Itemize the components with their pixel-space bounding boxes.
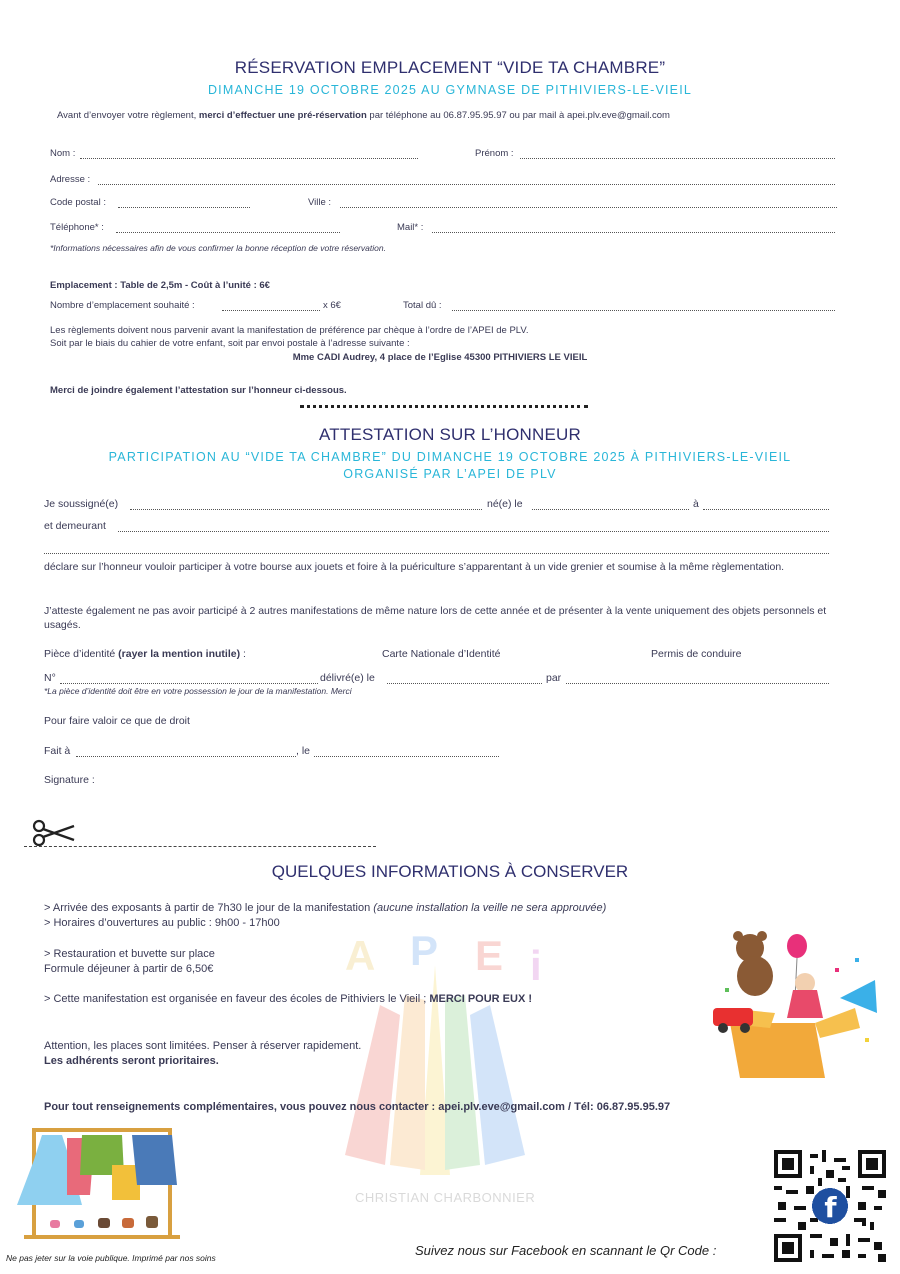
intro-contact-text: par téléphone au 06.87.95.95.97 ou par mail à apei.plv.eve@gmail.com xyxy=(369,110,670,121)
arrivee-text: > Arrivée des exposants à partir de 7h30 le jour de la manifestation xyxy=(44,902,371,914)
valoir-text: Pour faire valoir ce que de droit xyxy=(44,715,190,727)
footer-facebook-cta: Suivez nous sur Facebook en scannant le Qr Code : xyxy=(415,1243,717,1258)
total-label: Total dû : xyxy=(403,300,442,311)
le-label: , le xyxy=(296,745,311,757)
adherents-line: Les adhérents seront prioritaires. xyxy=(44,1055,219,1067)
mail-label: Mail* : xyxy=(397,222,424,233)
adresse-label: Adresse : xyxy=(50,174,91,185)
clothes-rack-illustration xyxy=(12,1120,182,1245)
piece-note: *La pièce d’identité doit être en votre possession le jour de la manifestation. Merci xyxy=(44,686,352,696)
nom-label: Nom : xyxy=(50,148,76,159)
payment-line-1: Les règlements doivent nous parvenir avant la manifestation de préférence par chèque à l’ordre de l’APEI de PLV. xyxy=(50,325,529,336)
svg-text:f: f xyxy=(824,1191,837,1225)
permis-option[interactable]: Permis de conduire xyxy=(651,648,742,660)
delivre-field[interactable] xyxy=(387,683,542,684)
payment-line-2: Soit par le biais du cahier de votre enfant, soit par envoi postale à l’adresse suivante : xyxy=(50,338,410,349)
merci-text: MERCI POUR EUX ! xyxy=(429,993,533,1005)
cni-option[interactable]: Carte Nationale d’Identité xyxy=(382,648,501,660)
join-note: Merci de joindre également l’attestation sur l’honneur ci-dessous. xyxy=(50,385,347,396)
arrivee-ital-text: (aucune installation la veille ne sera approuvée) xyxy=(373,902,607,914)
code-postal-label: Code postal : xyxy=(50,197,106,208)
total-field[interactable] xyxy=(452,310,835,311)
organisee-text: > Cette manifestation est organisée en faveur des écoles de Pithiviers le Vieil ; xyxy=(44,993,427,1005)
attention-line: Attention, les places sont limitées. Penser à réserver rapidement. xyxy=(44,1040,362,1052)
footer-left-note: Ne pas jeter sur la voie publique. Imprimé par nos soins xyxy=(6,1253,216,1263)
arrivee-line xyxy=(44,902,606,914)
fait-a-label: Fait à xyxy=(44,745,71,757)
attestation-title: ATTESTATION SUR L’HONNEUR xyxy=(319,425,581,444)
declare-text: déclare sur l’honneur vouloir participer à votre bourse aux jouets et foire à la puériculture s’apparentant à un vide grenier et soumise à la même règlementation. xyxy=(44,561,785,573)
svg-text:i: i xyxy=(530,942,542,989)
par-label: par xyxy=(546,672,562,684)
organisee-line xyxy=(44,993,532,1005)
qr-code[interactable] xyxy=(774,1150,886,1262)
intro-text: Avant d’envoyer votre règlement, xyxy=(57,110,197,121)
ne-le-label: né(e) le xyxy=(487,498,523,510)
fait-a-field[interactable] xyxy=(76,756,296,757)
toys-illustration xyxy=(705,928,885,1078)
prenom-label: Prénom : xyxy=(475,148,514,159)
piece-bold: (rayer la mention inutile) xyxy=(118,648,241,660)
lieu-naissance-field[interactable] xyxy=(703,509,829,510)
numero-field[interactable] xyxy=(60,683,318,684)
numero-label: N° xyxy=(44,672,56,684)
infos-title: QUELQUES INFORMATIONS À CONSERVER xyxy=(271,862,629,881)
par-field[interactable] xyxy=(566,683,829,684)
horaires-line: > Horaires d’ouvertures au public : 9h00 - 17h00 xyxy=(44,917,280,929)
ville-label: Ville : xyxy=(308,197,332,208)
reservation-title: RÉSERVATION EMPLACEMENT “VIDE TA CHAMBRE” xyxy=(234,58,666,77)
nombre-field[interactable] xyxy=(222,310,320,311)
info-note: *Informations nécessaires afin de vous confirmer la bonne réception de votre réservation. xyxy=(50,243,386,253)
attestation-subtitle-1: PARTICIPATION AU “VIDE TA CHAMBRE” DU DIMANCHE 19 OCTOBRE 2025 À PITHIVIERS-LE-VIEIL xyxy=(108,450,792,464)
telephone-field[interactable] xyxy=(116,232,340,233)
emplacement-label: Emplacement : Table de 2,5m - Coût à l’unité : 6€ xyxy=(50,280,270,291)
apei-watermark-logo xyxy=(285,925,585,1215)
nom-field[interactable] xyxy=(80,158,418,159)
reservation-subtitle: DIMANCHE 19 OCTOBRE 2025 AU GYMNASE DE PITHIVIERS-LE-VIEIL xyxy=(207,83,693,97)
adresse-field[interactable] xyxy=(98,184,835,185)
piece-colon: : xyxy=(243,648,246,660)
scissors-icon xyxy=(30,818,78,853)
demeurant-field[interactable] xyxy=(118,531,829,532)
payment-address: Mme CADI Audrey, 4 place de l’Eglise 45300 PITHIVIERS LE VIEIL xyxy=(292,352,588,363)
date-field[interactable] xyxy=(314,756,499,757)
soussigne-label: Je soussigné(e) xyxy=(44,498,119,510)
attestation-subtitle-2: ORGANISÉ PAR L’APEI DE PLV xyxy=(343,467,557,481)
reservation-intro xyxy=(57,110,857,121)
a-label: à xyxy=(693,498,699,510)
cut-line xyxy=(24,846,376,847)
piece-identite xyxy=(44,648,246,660)
nombre-suffix: x 6€ xyxy=(323,300,341,311)
delivre-label: délivré(e) le xyxy=(320,672,375,684)
signature-label: Signature : xyxy=(44,774,95,786)
prenom-field[interactable] xyxy=(520,158,835,159)
watermark-letter-a: A xyxy=(345,932,376,979)
ne-le-field[interactable] xyxy=(532,509,689,510)
nombre-label: Nombre d’emplacement souhaité : xyxy=(50,300,195,311)
restauration-line: > Restauration et buvette sur place xyxy=(44,948,215,960)
formule-line: Formule déjeuner à partir de 6,50€ xyxy=(44,963,214,975)
soussigne-field[interactable] xyxy=(130,509,482,510)
demeurant-label: et demeurant xyxy=(44,520,106,532)
contact-line: Pour tout renseignements complémentaires, vous pouvez nous contacter : apei.plv.eve@gmail.com / Tél: 06.87.95.95.97 xyxy=(44,1101,671,1113)
telephone-label: Téléphone* : xyxy=(50,222,104,233)
mail-field[interactable] xyxy=(432,232,835,233)
watermark-signature: CHRISTIAN CHARBONNIER xyxy=(355,1190,536,1205)
ville-field[interactable] xyxy=(340,207,837,208)
demeurant-field-2[interactable] xyxy=(44,553,829,554)
intro-bold-text: merci d’effectuer une pré-réservation xyxy=(198,110,367,121)
piece-label: Pièce d’identité xyxy=(44,648,116,660)
svg-text:P: P xyxy=(410,927,439,974)
code-postal-field[interactable] xyxy=(118,207,250,208)
svg-text:E: E xyxy=(475,932,504,979)
atteste-text: J’atteste également ne pas avoir participé à 2 autres manifestations de même nature lors de cette année et de présenter à la vente uniquement des objets personnels et usagés. xyxy=(44,605,827,631)
section-separator xyxy=(300,405,588,408)
